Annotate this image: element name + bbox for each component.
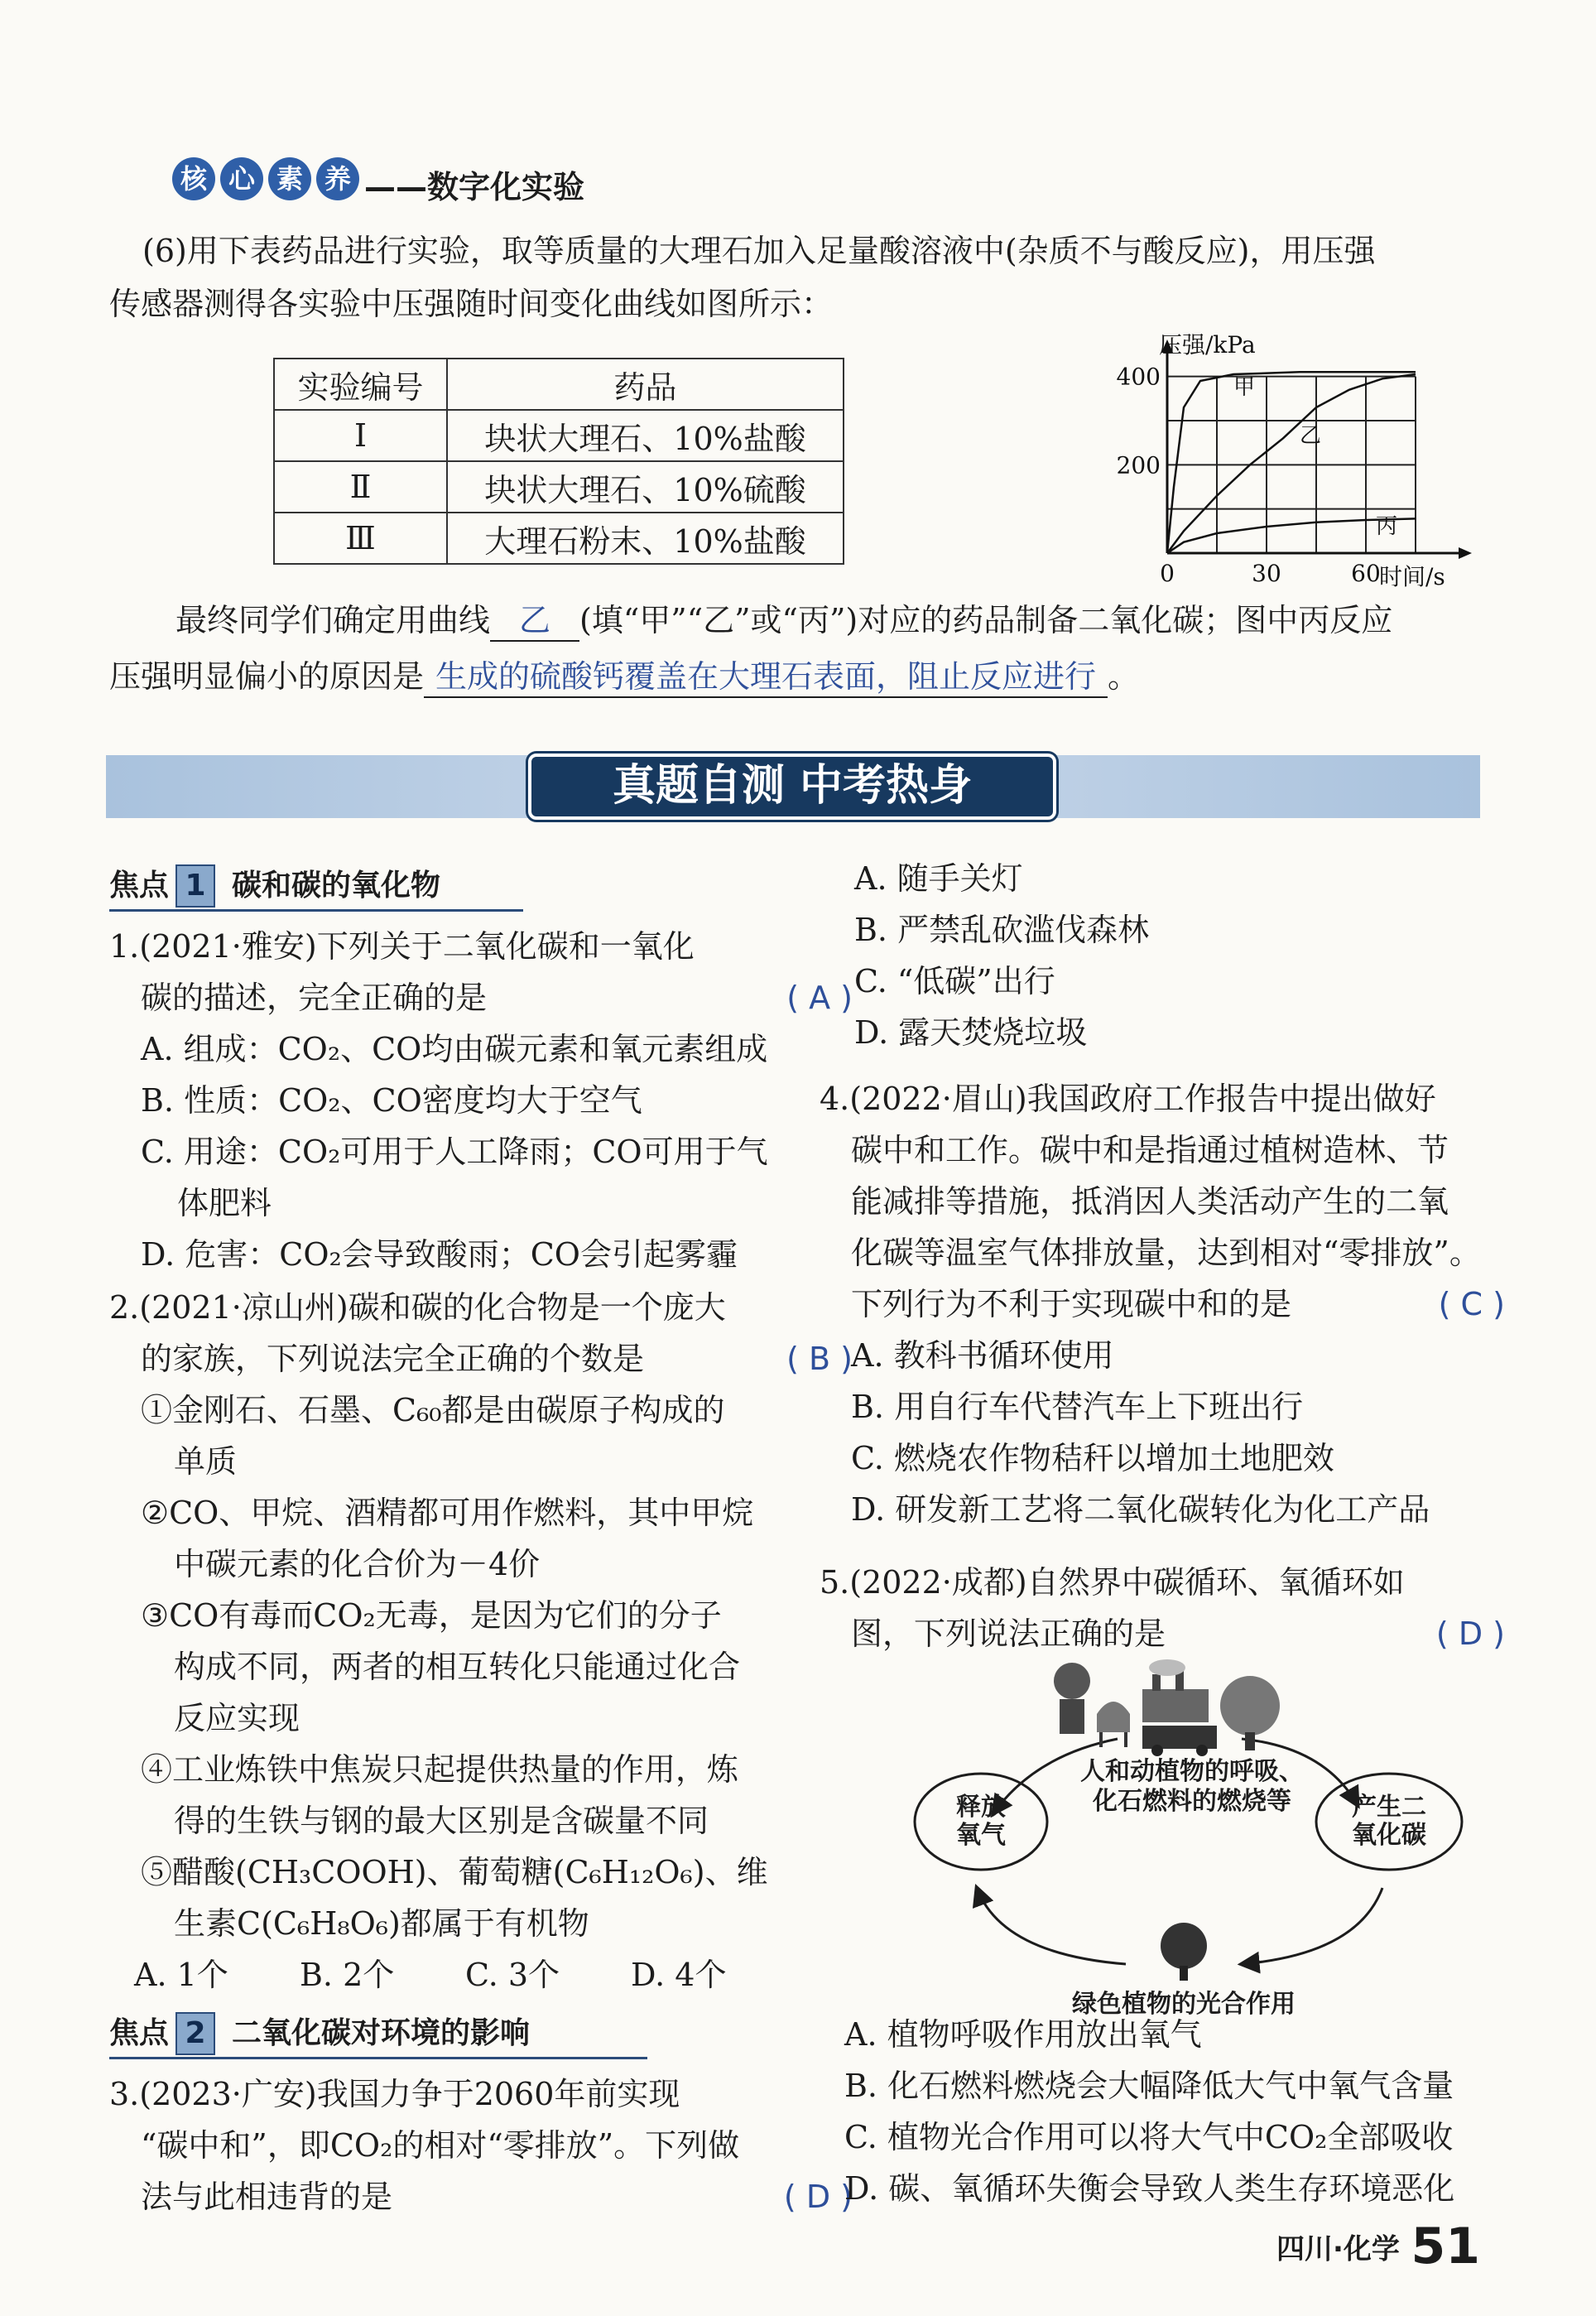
q4-line: 碳中和工作。碳中和是指通过植树造林、节 [851,1132,1449,1168]
q1-option-c-cont: 体肥料 [177,1185,272,1221]
focus-2-heading [109,2010,647,2059]
q5-line [820,1608,1505,1659]
q3-options [854,853,1149,1058]
question-3 [109,2068,853,2222]
q3-option-c: C. “低碳”出行 [854,963,1055,999]
table-cell-id: Ⅱ [274,461,447,513]
cycle-right-label-line: 产生二 [1352,1793,1426,1822]
q4-option-b: B. 用自行车代替汽车上下班出行 [851,1389,1304,1425]
q3-option-b: B. 严禁乱砍滥伐森林 [854,912,1150,948]
focus-title: 碳和碳的氧化物 [232,869,441,903]
q5-option-b: B. 化石燃料燃烧会大幅降低大气中氧气含量 [844,2068,1454,2104]
answer-curve: 乙 [490,600,579,642]
q5-stem: 图，下列说法正确的是 [851,1615,1166,1652]
cycle-left-label-line: 释放 [956,1793,1006,1822]
series-label: 甲 [1233,375,1256,400]
q2-item: ①金刚石、石墨、C₆₀都是由碳原子构成的 [141,1392,725,1428]
series-label: 丙 [1376,514,1398,539]
q2-choice-c: C. 3个 [465,1957,560,1993]
conclusion-text: 压强明显偏小的原因是 [109,658,425,695]
q5-answer: ( D ) [1435,1615,1505,1652]
q1-line [109,972,853,1023]
q4-line: 能减排等措施，抵消因人类活动产生的二氧 [851,1183,1449,1220]
conclusion-line-1 [175,595,1392,646]
chart-labels [1117,331,1445,588]
footer-region: 四川·化学 [1276,2232,1400,2266]
q4-option-a: A. 教科书循环使用 [851,1337,1114,1374]
q6-line-2: 传感器测得各实验中压强随时间变化曲线如图所示： [109,286,834,322]
question-1 [109,921,853,1280]
question-4 [820,1073,1505,1535]
table-cell-drug: 大理石粉末、10%盐酸 [447,513,844,564]
q3-line [109,2171,853,2222]
carbon-oxygen-cycle-diagram [894,1656,1473,2020]
q1-answer: ( A ) [786,980,853,1016]
page-footer [1276,2217,1480,2275]
medicine-table [273,358,844,565]
cycle-right-label-line: 氧化碳 [1352,1821,1426,1850]
y-tick-label: 400 [1116,363,1161,391]
table-header-drug: 药品 [447,359,844,410]
q5-option-c: C. 植物光合作用可以将大气中CO₂全部吸收 [844,2119,1454,2155]
core-title: ——数字化实验 [364,169,585,205]
y-tick-label: 200 [1116,451,1161,479]
arrow-bottom-left [977,1888,1126,1964]
q2-item-cont: 得的生铁与钢的最大区别是含碳量不同 [174,1803,709,1839]
q2-item: ③CO有毒而CO₂无毒，是因为它们的分子 [141,1597,722,1634]
q2-item-cont: 中碳元素的化合价为－4价 [174,1546,541,1582]
table-cell-id: Ⅰ [274,410,447,461]
cycle-left-label-line: 氧气 [956,1821,1006,1850]
core-literacy-header [172,157,584,207]
q5-option-a: A. 植物呼吸作用放出氧气 [844,2016,1202,2053]
q2-item-cont: 单质 [174,1443,238,1480]
q2-answer: ( B ) [786,1341,853,1377]
q3-line: 3.(2023·广安)我国力争于2060年前实现 [109,2076,680,2112]
focus-number: 1 [175,864,215,908]
x-tick-label: 60 [1351,560,1381,587]
q4-answer: ( C ) [1438,1286,1505,1322]
banner-title: 真题自测 中考热身 [528,754,1056,820]
q6-line-1: (6)用下表药品进行实验，取等质量的大理石加入足量酸溶液中(杂质不与酸反应)，用压强 [142,233,1376,269]
cycle-top-label-line: 人和动植物的呼吸、 [1080,1757,1304,1786]
q1-option-d: D. 危害：CO₂会导致酸雨；CO会引起雾霾 [141,1236,738,1273]
core-badge-1: 核 [172,157,215,200]
q5-option-d: D. 碳、氧循环失衡会导致人类生存环境恶化 [844,2170,1455,2207]
q2-stem: 的家族，下列说法完全正确的个数是 [141,1341,645,1377]
pressure-time-chart [1093,331,1490,588]
q2-line [109,1333,853,1384]
conclusion-text: (填“甲”“乙”或“丙”)对应的药品制备二氧化碳；图中丙反应 [579,602,1393,638]
focus-number: 2 [175,2012,215,2055]
focus-title: 二氧化碳对环境的影响 [232,2016,531,2050]
cycle-bottom-label: 绿色植物的光合作用 [1072,1990,1296,2019]
q2-choice-d: D. 4个 [631,1957,727,1993]
cycle-right-label [1341,1794,1437,1850]
q4-line [820,1278,1505,1330]
table-row [274,461,844,513]
table-cell-id: Ⅲ [274,513,447,564]
q1-stem: 碳的描述，完全正确的是 [141,980,488,1016]
series-label: 乙 [1300,423,1322,449]
x-axis-label: 时间/s [1379,563,1445,588]
focus-label: 焦点 [109,869,170,903]
y-axis-label: 压强/kPa [1159,331,1256,359]
q4-option-c: C. 燃烧农作物秸秆以增加土地肥效 [851,1440,1334,1476]
conclusion-line-2 [109,651,1139,702]
q3-stem: 法与此相违背的是 [141,2179,393,2215]
q2-item: ⑤醋酸(CH₃COOH)、葡萄糖(C₆H₁₂O₆)、维 [141,1854,768,1890]
q5-line: 5.(2022·成都)自然界中碳循环、氧循环如 [820,1564,1405,1601]
q3-line: “碳中和”，即CO₂的相对“零排放”。下列做 [141,2127,740,2164]
table-row [274,410,844,461]
arrow-bottom-right [1242,1888,1382,1964]
question-5 [820,1557,1505,1659]
page-number: 51 [1411,2217,1480,2275]
question-2 [109,1282,853,2001]
q2-item-cont: 反应实现 [174,1700,300,1736]
q3-option-d: D. 露天焚烧垃圾 [854,1014,1088,1051]
focus-1-heading [109,863,523,912]
core-badge-3: 素 [268,157,311,200]
q5-options [844,2009,1454,2214]
core-badge-4: 养 [316,157,359,200]
q2-choice-b: B. 2个 [300,1957,395,1993]
cycle-top-label-line: 化石燃料的燃烧等 [1093,1787,1291,1816]
q2-choices [109,1949,803,2001]
q4-stem: 下列行为不利于实现碳中和的是 [851,1286,1292,1322]
x-tick-label: 30 [1252,560,1281,587]
q4-line: 化碳等温室气体排放量，达到相对“零排放”。 [851,1235,1481,1271]
x-axis-arrow [1459,547,1472,559]
table-header-id: 实验编号 [274,359,447,410]
q2-item-cont: 生素C(C₆H₈O₆)都属于有机物 [174,1905,589,1942]
q3-option-a: A. 随手关灯 [854,860,1023,897]
q2-choice-a: A. 1个 [134,1957,228,1993]
table-cell-drug: 块状大理石、10%盐酸 [447,410,844,461]
q1-option-a: A. 组成：CO₂、CO均由碳元素和氧元素组成 [141,1031,768,1067]
q1-option-b: B. 性质：CO₂、CO密度均大于空气 [141,1082,642,1119]
q4-option-d: D. 研发新工艺将二氧化碳转化为化工产品 [851,1491,1430,1528]
focus-label: 焦点 [109,2016,170,2050]
activities-illustration [1054,1659,1280,1756]
tree-illustration [1161,1923,1207,1981]
cycle-top-label [1043,1757,1341,1817]
q2-line: 2.(2021·凉山州)碳和碳的化合物是一个庞大 [109,1289,726,1326]
q3-answer: ( D ) [783,2179,853,2215]
conclusion-text: 。 [1108,658,1140,695]
cycle-left-label [940,1794,1022,1850]
q1-option-c: C. 用途：CO₂可用于人工降雨；CO可用于气 [141,1134,768,1170]
q2-item: ②CO、甲烷、酒精都可用作燃料，其中甲烷 [141,1495,754,1531]
q1-line: 1.(2021·雅安)下列关于二氧化碳和一氧化 [109,928,695,965]
core-badge-2: 心 [220,157,263,200]
q2-item-cont: 构成不同，两者的相互转化只能通过化合 [174,1649,741,1685]
conclusion-text: 最终同学们确定用曲线 [175,602,491,638]
q2-item: ④工业炼铁中焦炭只起提供热量的作用，炼 [141,1751,739,1788]
answer-reason: 生成的硫酸钙覆盖在大理石表面，阻止反应进行 [424,657,1108,698]
q4-line: 4.(2022·眉山)我国政府工作报告中提出做好 [820,1081,1436,1117]
table-cell-drug: 块状大理石、10%硫酸 [447,461,844,513]
table-row [274,513,844,564]
x-tick-label: 0 [1160,560,1175,587]
